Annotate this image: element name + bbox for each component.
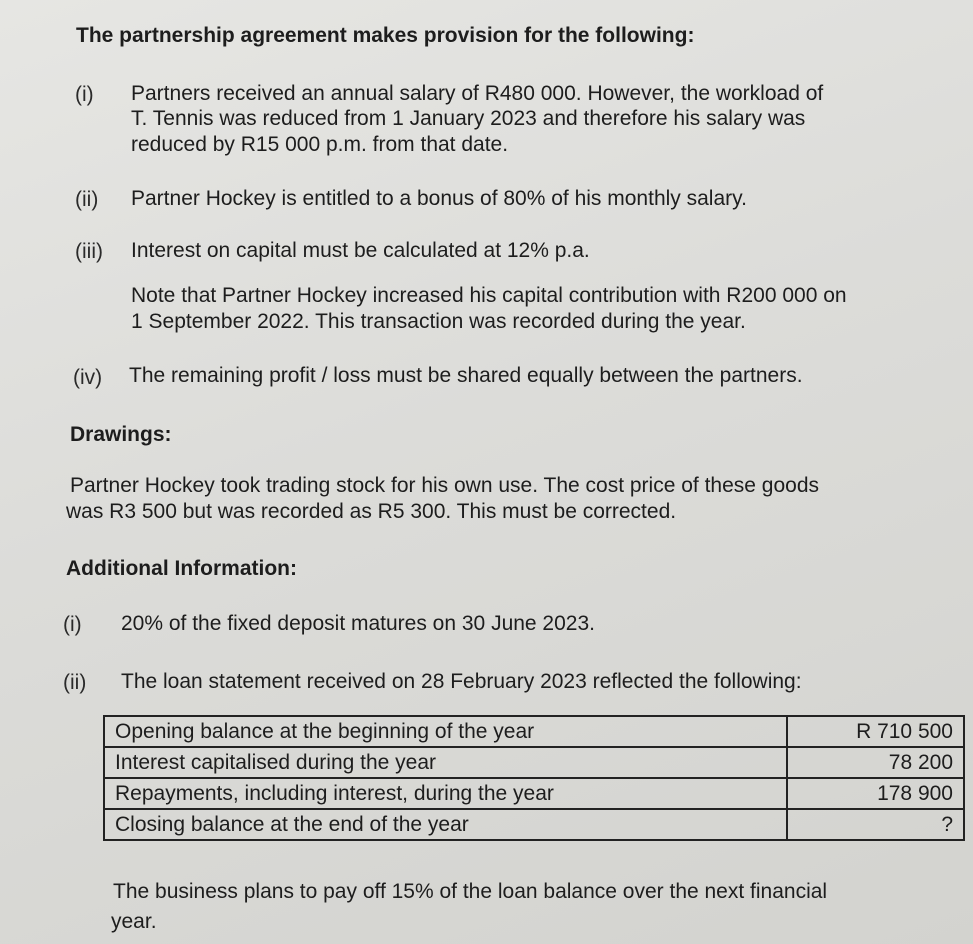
- drawings-heading: Drawings:: [70, 423, 172, 446]
- drawings-line-1: Partner Hockey took trading stock for his own use. The cost price of these goods: [70, 474, 819, 497]
- footer-line-2: year.: [111, 910, 157, 933]
- provision-1-line-1: Partners received an annual salary of R480 000. However, the workload of: [131, 82, 824, 105]
- table-row: [104, 778, 964, 809]
- loan-row-amount: ?: [787, 809, 964, 840]
- loan-statement-table: [103, 715, 965, 841]
- provision-3-line-2: Note that Partner Hockey increased his capital contribution with R200 000 on: [131, 284, 847, 307]
- loan-row-amount: 78 200: [787, 747, 964, 778]
- loan-row-label: Opening balance at the beginning of the year: [104, 716, 787, 747]
- provision-1-line-2: T. Tennis was reduced from 1 January 2023 and therefore his salary was: [131, 107, 806, 130]
- provision-1-line-3: reduced by R15 000 p.m. from that date.: [131, 133, 509, 156]
- additional-item-2-number: (ii): [63, 671, 87, 694]
- drawings-line-2: was R3 500 but was recorded as R5 300. This must be corrected.: [66, 500, 677, 523]
- table-row: [104, 716, 964, 747]
- additional-item-1-text: 20% of the fixed deposit matures on 30 June 2023.: [121, 612, 595, 635]
- provision-3-number: (iii): [75, 240, 103, 263]
- loan-row-amount: R 710 500: [787, 716, 964, 747]
- provision-3-line-1: Interest on capital must be calculated at 12% p.a.: [131, 239, 590, 262]
- table-row: [104, 747, 964, 778]
- loan-row-label: Repayments, including interest, during the year: [104, 778, 787, 809]
- provision-4-number: (iv): [73, 366, 103, 389]
- loan-row-label: Interest capitalised during the year: [104, 747, 787, 778]
- provision-1-number: (i): [75, 83, 94, 106]
- table-row: [104, 809, 964, 840]
- provision-2-line-1: Partner Hockey is entitled to a bonus of 80% of his monthly salary.: [131, 187, 747, 210]
- provision-3-line-3: 1 September 2022. This transaction was recorded during the year.: [131, 310, 746, 333]
- additional-item-1-number: (i): [63, 613, 82, 636]
- provisions-heading: The partnership agreement makes provision for the following:: [76, 24, 695, 47]
- additional-item-2-text: The loan statement received on 28 February 2023 reflected the following:: [121, 670, 802, 693]
- provision-2-number: (ii): [75, 188, 99, 211]
- additional-heading: Additional Information:: [66, 557, 297, 580]
- loan-row-label: Closing balance at the end of the year: [104, 809, 787, 840]
- provision-4-line-1: The remaining profit / loss must be shared equally between the partners.: [129, 364, 803, 387]
- loan-row-amount: 178 900: [787, 778, 964, 809]
- footer-line-1: The business plans to pay off 15% of the loan balance over the next financial: [113, 880, 828, 903]
